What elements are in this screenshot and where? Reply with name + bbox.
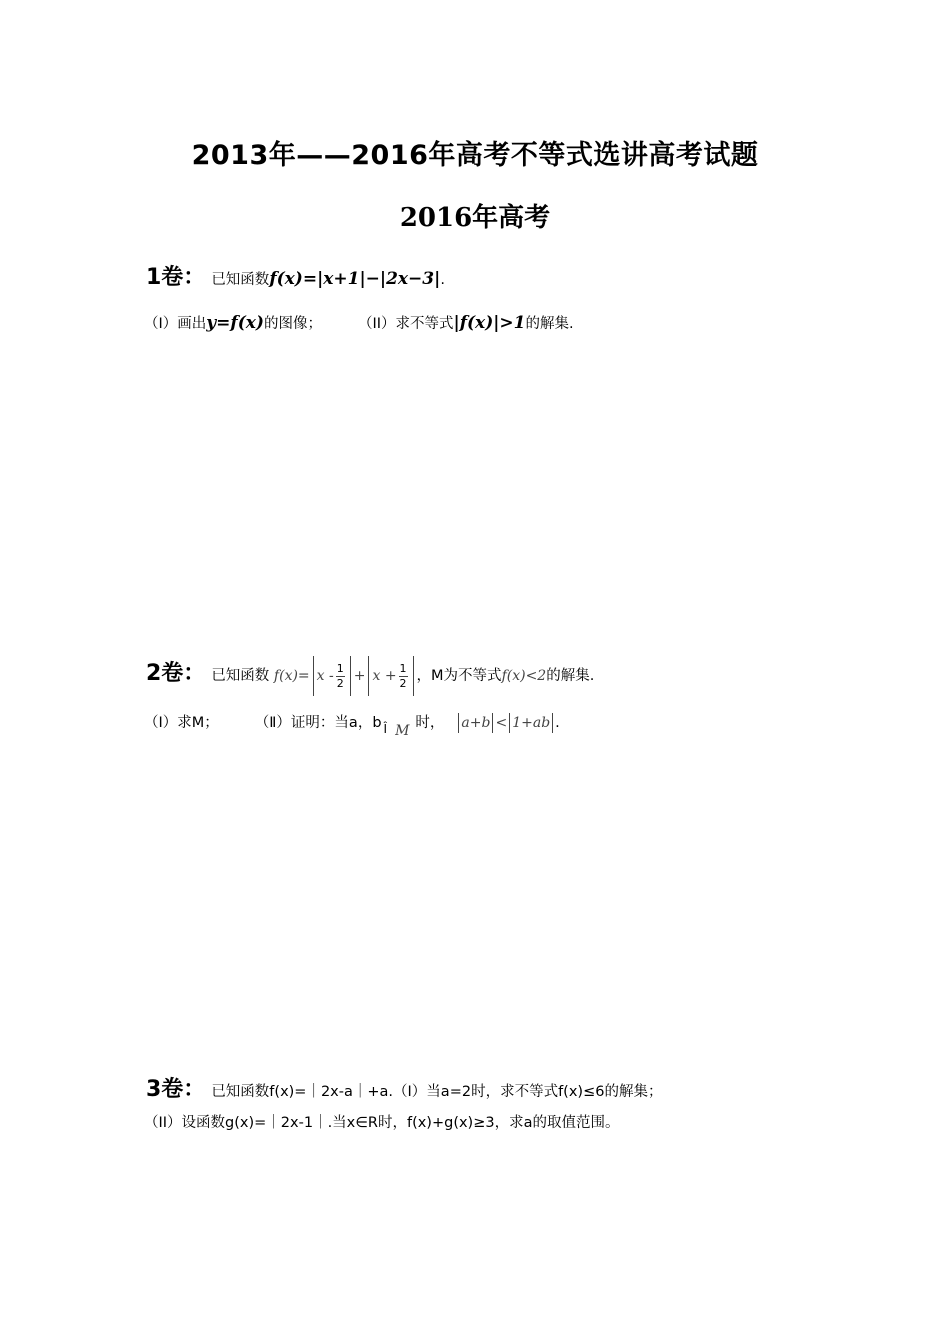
question-2-parts <box>144 711 560 739</box>
question-2-x-minus: x - <box>316 668 334 684</box>
question-2-when: 时， <box>415 715 445 731</box>
question-2-inequality: f(x)<2 <box>501 668 547 684</box>
question-2-intro: 已知函数 <box>211 668 270 684</box>
question-2-x-plus: x + <box>372 668 397 684</box>
question-2-part-1: （Ⅰ）求M； <box>144 715 219 731</box>
question-1-part-2-formula: |f(x)|>1 <box>453 313 526 333</box>
question-2-dot: . <box>555 715 560 731</box>
question-2-lhs: a+b <box>461 715 491 731</box>
question-1-part-1-label: （I）画出 <box>144 316 207 332</box>
question-2-fx: f(x)= <box>273 668 310 684</box>
question-2-rhs: 1+ab <box>512 715 551 731</box>
page-title: 2013年——2016年高考不等式选讲高考试题 <box>191 140 759 171</box>
question-1-label: 1卷： <box>146 265 206 290</box>
question-2-half-1: $\frac{1}{2}$ <box>336 661 344 690</box>
question-1-intro: 已知函数 <box>211 272 270 288</box>
question-1-period: . <box>440 272 445 288</box>
question-1-stem <box>146 260 445 291</box>
question-3-stem <box>146 1072 662 1103</box>
question-2-set-M: M <box>395 723 410 739</box>
question-3-label: 3卷： <box>146 1077 206 1102</box>
question-3-line-1: 已知函数f(x)=｜2x-a｜+a.（I）当a=2时，求不等式f(x)≤6的解集； <box>211 1084 663 1100</box>
question-2-after: ，M为不等式 <box>416 668 502 684</box>
question-1-part-2-end: 的解集. <box>525 316 574 332</box>
question-1-part-1-end: 的图像； <box>263 316 322 332</box>
question-1-formula: f(x)=|x+1|−|2x−3| <box>269 269 441 289</box>
question-1-part-2-label: （II）求不等式 <box>357 316 454 332</box>
question-2-label: 2卷： <box>146 661 206 686</box>
question-2-plus: + <box>353 668 366 684</box>
question-2-half-2: $\frac{1}{2}$ <box>399 661 407 690</box>
question-2-lt: < <box>495 715 508 731</box>
question-2-end: 的解集. <box>546 668 595 684</box>
section-title: 2016年高考 <box>399 203 551 233</box>
question-1-parts <box>144 312 574 333</box>
question-3-line-2: （II）设函数g(x)=｜2x-1｜.当x∈R时，f(x)+g(x)≥3，求a的取值范围。 <box>144 1115 620 1131</box>
question-2-part-2-label: （Ⅱ）证明：当a，b <box>254 715 382 731</box>
question-2-stem <box>146 656 594 696</box>
question-2-in-symbol: Î <box>383 722 388 736</box>
question-1-part-1-formula: y=f(x) <box>206 313 264 333</box>
